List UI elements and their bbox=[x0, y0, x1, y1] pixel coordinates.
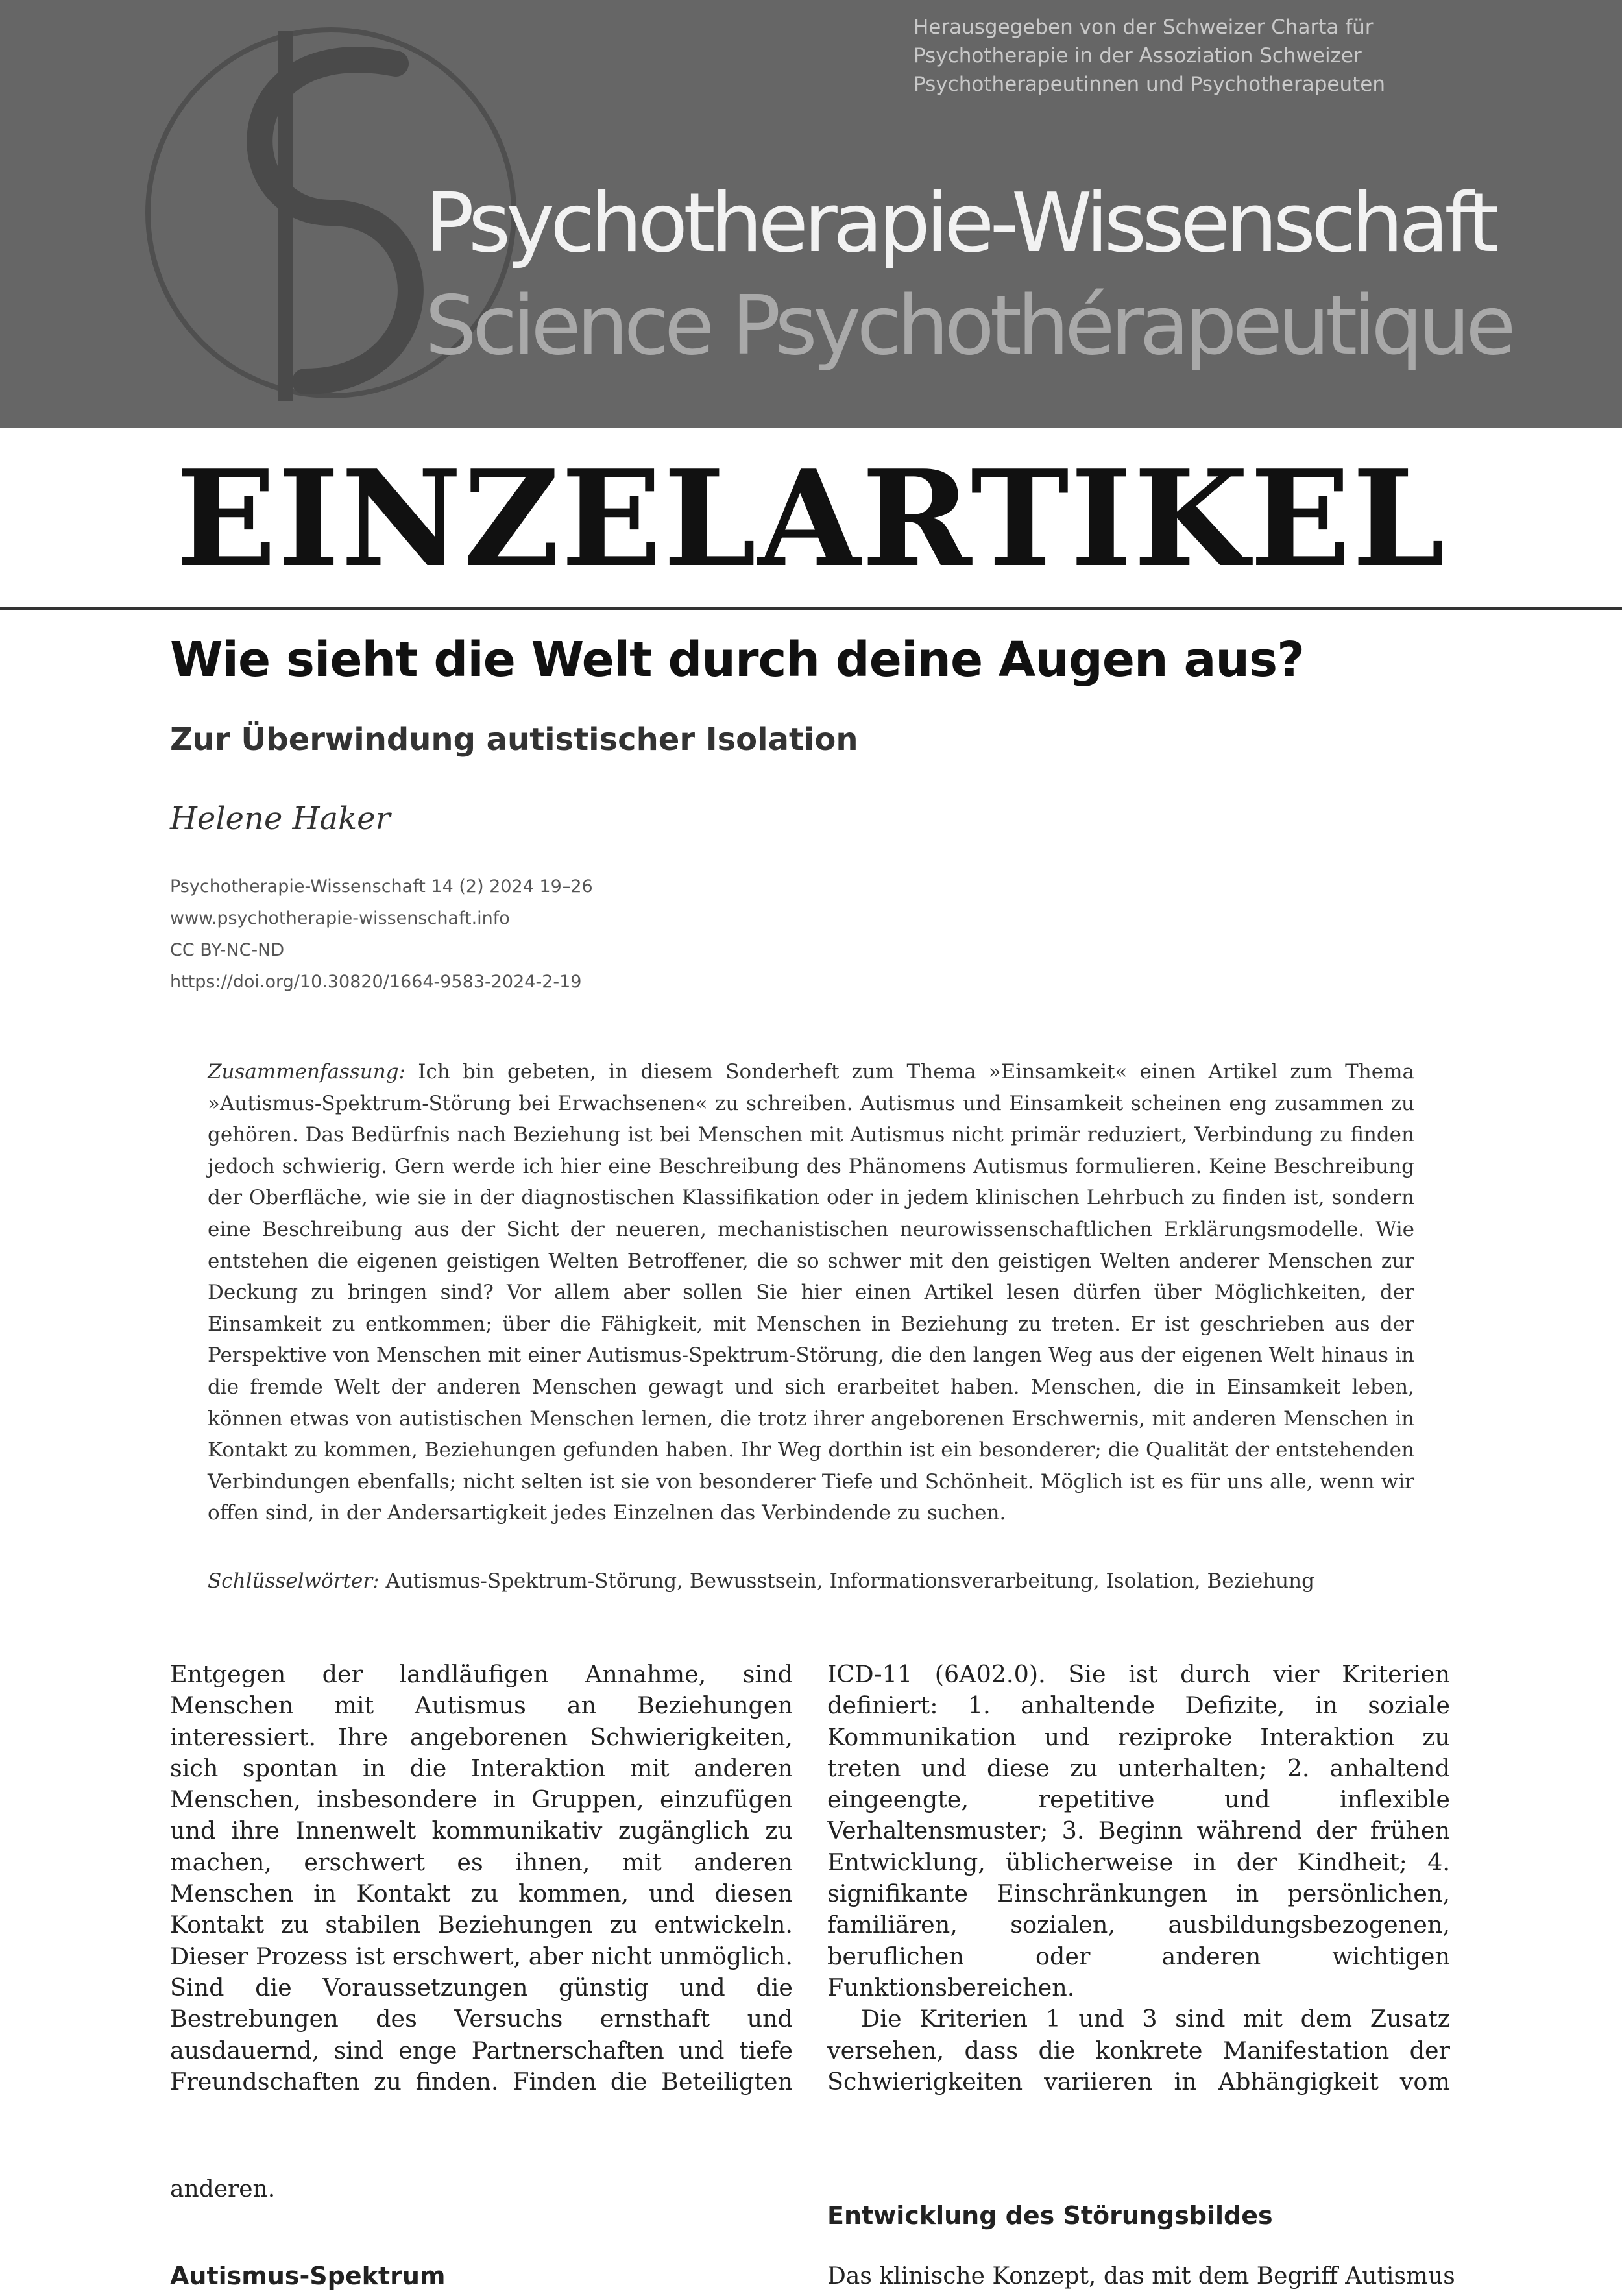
header-divider bbox=[0, 607, 1622, 610]
article-title: Wie sieht die Welt durch deine Augen aus? bbox=[170, 632, 1305, 688]
body-continuation-line: Das klinische Konzept, das mit dem Begriff Autismus bbox=[827, 2263, 1455, 2290]
citation-line: Psychotherapie-Wissenschaft 14 (2) 2024 19–26 bbox=[170, 876, 593, 897]
license-line: CC BY-NC-ND bbox=[170, 940, 285, 960]
article-metadata bbox=[170, 871, 593, 998]
journal-title-german: Psychotherapie-Wissenschaft bbox=[425, 175, 1495, 271]
publisher-note: Herausgegeben von der Schweizer Charta für Psychotherapie in der Assoziation Schweizer Psychotherapeutinnen und Psychotherapeuten bbox=[914, 16, 1385, 96]
doi-link[interactable]: https://doi.org/10.30820/1664-9583-2024-2-19 bbox=[170, 972, 582, 992]
body-paragraph: Die Kriterien 1 und 3 sind mit dem Zusatz versehen, dass die konkrete Manifestation der Schwierigkeiten variieren in Abhängigkeit vom bbox=[827, 2005, 1450, 2096]
document-type-label: EINZELARTIKEL bbox=[175, 441, 1447, 597]
website-link[interactable]: www.psychotherapie-wissenschaft.info bbox=[170, 908, 510, 928]
body-paragraph: ICD-11 (6A02.0). Sie ist durch vier Kriterien definiert: 1. anhaltende Defizite, in soziale Kommunikation und reziproke Interaktion zu treten und diese zu unterhalten; 2. anhaltend eingeengte, repetitive und inflexible Verhaltensmuster; 3. Beginn während der frühen Entwicklung, üblicherweise in der Kindheit; 4. signifikante Einschränkungen in persönlichen, familiären, sozialen, ausbildungsbezogenen, beruflichen oder anderen wichtigen Funktionsbereichen. bbox=[827, 1660, 1450, 2001]
body-paragraph: Entgegen der landläufigen Annahme, sind Menschen mit Autismus an Beziehungen interessiert. Ihre angeborenen Schwierigkeiten, sich spontan in die Interaktion mit anderen Menschen, insbesondere in Gruppen, einzufügen und ihre Innenwelt kommunikativ zugänglich zu machen, erschwert es ihnen, mit anderen Menschen in Kontakt zu kommen, und diesen Kontakt zu stabilen Beziehungen zu entwickeln. Dieser Prozess ist erschwert, aber nicht unmöglich. Sind die Voraussetzungen günstig und die Bestrebungen des Versuchs ernsthaft und ausdauernd, sind enge Partnerschaften und tiefe Freundschaften zu finden. Finden die Beteiligten bbox=[170, 1660, 793, 2096]
section-heading: Entwicklung des Störungsbildes bbox=[827, 2201, 1273, 2230]
section-heading: Autismus-Spektrum bbox=[170, 2262, 446, 2290]
abstract-text: Ich bin gebeten, in diesem Sonderheft zum Thema »Einsamkeit« einen Artikel zum Thema »Autismus-Spektrum-Störung bei Erwachsenen« zu schreiben. Autismus und Einsamkeit scheinen eng zusammen zu gehören. Das Bedürfnis nach Beziehung ist bei Menschen mit Autismus nicht primär reduziert, Verbindung zu finden jedoch schwierig. Gern werde ich hier eine Beschreibung des Phänomens Autismus formulieren. Keine Beschreibung der Oberfläche, wie sie in der diagnostischen Klassifikation oder in jedem klinischen Lehrbuch zu finden ist, sondern eine Beschreibung aus der Sicht der neueren, mechanistischen neurowissenschaftlichen Erklärungsmodelle. Wie entstehen die eigenen geistigen Welten Betroffener, die so schwer mit den geistigen Welten anderer Menschen zur Deckung zu bringen sind? Vor allem aber sollen Sie hier einen Artikel lesen dürfen über Möglichkeiten, der Einsamkeit zu entkommen; über die Fähigkeit, mit Menschen in Beziehung zu treten. Er ist geschrieben aus der Perspektive von Menschen mit einer Autismus-Spektrum-Störung, die den langen Weg aus der eigenen Welt hinaus in die fremde Welt der anderen Menschen gewagt und sich erarbeitet haben. Menschen, die in Einsamkeit leben, können etwas von autistischen Menschen lernen, die trotz ihrer angeborenen Erschwernis, mit anderen Menschen in Kontakt zu kommen, Beziehungen gefunden haben. Ihr Weg dorthin ist ein besonderer; die Qualität der entstehenden Verbindungen ebenfalls; nicht selten ist sie von besonderer Tiefe und Schönheit. Möglich ist es für uns alle, wenn wir offen sind, in der Andersartigkeit jedes Einzelnen das Verbindende zu suchen. bbox=[208, 1060, 1414, 1525]
journal-title-french: Science Psychothérapeutique bbox=[425, 278, 1512, 373]
keywords-text: Autismus-Spektrum-Störung, Bewusstsein, Informationsverarbeitung, Isolation, Beziehung bbox=[385, 1569, 1314, 1593]
keywords-label: Schlüsselwörter: bbox=[208, 1569, 380, 1593]
body-column-left bbox=[170, 1659, 793, 2099]
article-subtitle: Zur Überwindung autistischer Isolation bbox=[170, 721, 858, 758]
article-author: Helene Haker bbox=[170, 801, 391, 837]
journal-header bbox=[0, 0, 1622, 428]
keywords bbox=[208, 1569, 1440, 1593]
abstract-label: Zusammenfassung: bbox=[208, 1060, 406, 1083]
abstract bbox=[208, 1056, 1414, 1529]
orphan-line: anderen. bbox=[170, 2176, 276, 2203]
body-column-right bbox=[827, 1659, 1450, 2099]
